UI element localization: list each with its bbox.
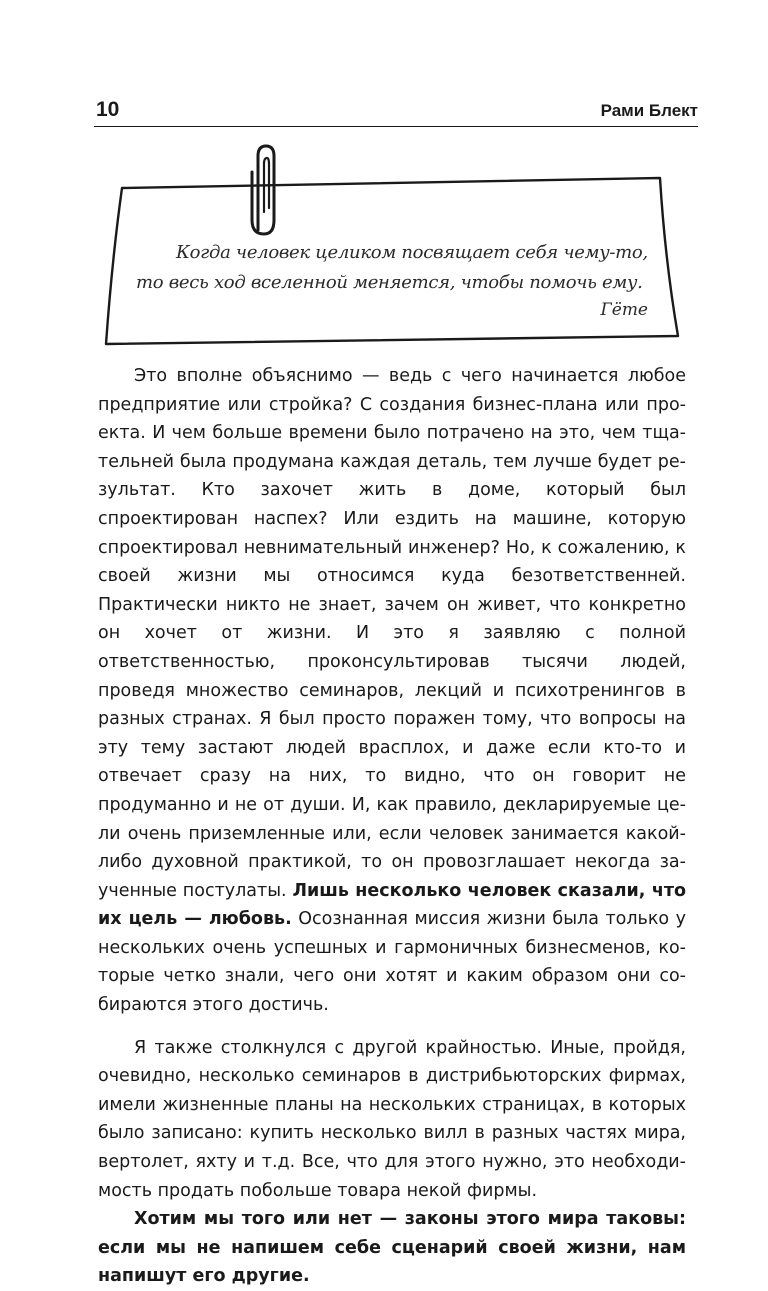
page-number: 10 [96, 98, 120, 121]
paragraph-1-text-a: Это вполне объяснимо — ведь с чего начинается любое предприятие или стройка? С создания бизнес-плана или проекта. И чем больше времени было потрачено на это, чем тщательней была продумана каждая деталь, тем лучше будет результат. Кто захочет жить в доме, который был спроектирован наспех? Или ездить на машине, которую спроектировал невнимательный инженер? Но, к сожалению, к своей жизни мы относимся куда безответственней. Практически никто не знает, зачем он живет, что конкретно он хочет от жизни. И это я заявляю с полной ответственностью, проконсультировав тысячи людей, проведя множество семинаров, лекций и психотренингов в разных странах. Я был просто поражен тому, что вопросы на эту тему застают людей врасплох, и даже если кто-то и отвечает сразу на них, то видно, что он говорит не продуманно и не от души. И, как правило, декларируемые цели очень приземленные или, если человек занимается какойлибо духовной практикой, то он провозглашает некогда заученные постулаты. [98, 366, 686, 901]
paperclip-icon [236, 142, 292, 238]
running-head: Рами Блект [600, 101, 698, 120]
body-text [98, 362, 686, 1291]
paragraph-1-text-b: Осознанная миссия жизни была только у нескольких очень успешных и гармоничных бизнесменов, которые четко знали, чего они хотят и каким образом они собираются этого достичь. [98, 909, 686, 1016]
quote-author: Гёте [600, 300, 648, 320]
page-header [94, 92, 698, 127]
quote-text: Когда человек целиком посвящает себя чему-то, то весь ход вселенной меняется, чтобы помочь ему. [136, 242, 648, 293]
paragraph-2: Я также столкнулся с другой крайностью. Иные, пройдя, очевидно, несколько семинаров в дистрибьюторских фирмах, имели жизненные планы на нескольких страницах, в которых было записано: купить несколько вилл в разных частях мира, вертолет, яхту и т.д. Все, что для этого нужно, это необходимость продать побольше товара некой фирмы. [98, 1037, 686, 1201]
paragraph-1-emphasis: Лишь несколько человек сказали, что их цель — любовь. [98, 880, 687, 930]
paragraph-3: Хотим мы того или нет — законы этого мира таковы: если мы не напишем себе сценарий своей жизни, нам напишут его другие. [98, 1209, 686, 1287]
paragraph-1 [98, 362, 686, 1020]
